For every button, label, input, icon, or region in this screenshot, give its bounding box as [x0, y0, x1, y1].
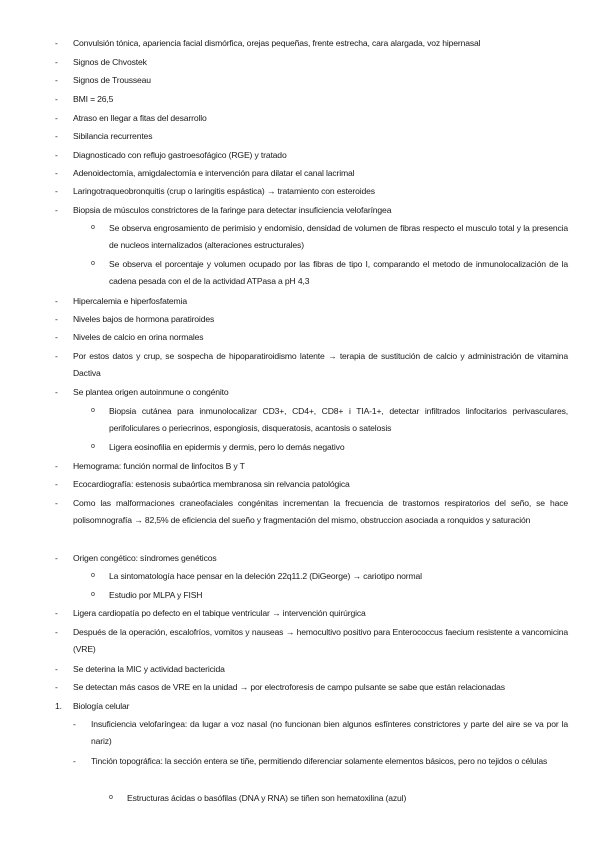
bullet-dash: -	[55, 314, 58, 324]
list-item-text: Se plantea origen autoinmune o congénito	[73, 387, 229, 397]
section-number: 1.	[55, 701, 62, 711]
bullet-dash: -	[55, 351, 58, 361]
bullet-circle: o	[91, 407, 95, 414]
bullet-circle: o	[91, 224, 95, 231]
list-item-text: Niveles de calcio en orina normales	[73, 332, 204, 342]
list-item-text: Biopsia cutánea para inmunolocalizar CD3+, CD4+, CD8+ i TIA-1+, detectar infiltrados linfocitarios perivasculares, perifoliculares o periecrinos, espongiosis, disqueratosis, acantosis o satelosis	[109, 406, 568, 433]
list-item-text: Insuficiencia velofaríngea: da lugar a voz nasal (no funcionan bien algunos esfínteres constrictores y parte del aire se va por la nariz)	[91, 719, 568, 746]
list-item-text: Biopsia de músculos constrictores de la faringe para detectar insuficiencia velofaríngea	[73, 205, 392, 215]
bullet-dash: -	[55, 168, 58, 178]
bullet-dash: -	[55, 608, 58, 618]
list-item-text: Estructuras ácidas o basófilas (DNA y RNA) se tiñen son hematoxilina (azul)	[127, 793, 407, 803]
list-item-text: Se detectan más casos de VRE en la unidad → por electroforesis de campo pulsante se sabe que están relacionadas	[73, 682, 505, 692]
list-item-text: Estudio por MLPA y FISH	[109, 590, 203, 600]
list-item-text: Signos de Chvostek	[73, 57, 147, 67]
bullet-dash: -	[73, 719, 76, 729]
bullet-dash: -	[55, 296, 58, 306]
bullet-dash: -	[55, 461, 58, 471]
bullet-dash: -	[55, 332, 58, 342]
list-item-text: Se observa el porcentaje y volumen ocupado por las fibras de tipo I, comparando el metodo de inmunolocalización de la cadena pesada con el de la actividad ATPasa a pH 4,3	[109, 259, 568, 286]
bullet-dash: -	[55, 113, 58, 123]
bullet-dash: -	[55, 75, 58, 85]
bullet-dash: -	[55, 38, 58, 48]
bullet-dash: -	[55, 627, 58, 637]
bullet-dash: -	[55, 131, 58, 141]
bullet-dash: -	[55, 57, 58, 67]
list-item-text: Hipercalemia e hiperfosfatemia	[73, 296, 187, 306]
list-item-text: Origen congético: síndromes genéticos	[73, 553, 217, 563]
bullet-dash: -	[55, 150, 58, 160]
section-title: Biología celular	[73, 701, 130, 711]
list-item-text: Sibilancia recurrentes	[73, 131, 153, 141]
list-item-text: Niveles bajos de hormona paratiroides	[73, 314, 215, 324]
bullet-circle: o	[91, 443, 95, 450]
bullet-dash: -	[55, 186, 58, 196]
list-item-text: Tinción topográfica: la sección entera se tiñe, permitiendo diferenciar solamente elementos básicos, pero no tejidos o células	[91, 756, 548, 766]
list-item-text: Signos de Trousseau	[73, 75, 151, 85]
bullet-dash: -	[73, 756, 76, 766]
bullet-circle: o	[91, 572, 95, 579]
bullet-circle: o	[91, 591, 95, 598]
list-item-text: Ecocardiografía: estenosis subaórtica membranosa sin relvancia patológica	[73, 479, 350, 489]
list-item-text: Diagnosticado con reflujo gastroesofágico (RGE) y tratado	[73, 150, 287, 160]
list-item-text: Ligera eosinofilia en epidermis y dermis, pero lo demás negativo	[109, 442, 345, 452]
list-item-text: Se observa engrosamiento de perimisio y endomisio, densidad de volumen de fibras respecto el musculo total y la presencia de nucleos internalizados (alteraciones estructurales)	[109, 223, 568, 250]
bullet-dash: -	[55, 553, 58, 563]
bullet-dash: -	[55, 387, 58, 397]
list-item-text: BMI = 26,5	[73, 94, 114, 104]
list-item-text: Hemograma: función normal de linfocitos B y T	[73, 461, 245, 471]
list-item-text: Como las malformaciones craneofaciales congénitas incrementan la frecuencia de trastornos respiratorios del seño, se hace polisomnografía → 82,5% de eficiencia del sueño y fragmentación del mismo, obstruccion asociada a ronquidos y saturación	[73, 498, 568, 525]
bullet-dash: -	[55, 479, 58, 489]
bullet-dash: -	[55, 664, 58, 674]
bullet-dash: -	[55, 205, 58, 215]
list-item-text: Atraso en llegar a fitas del desarrollo	[73, 113, 207, 123]
bullet-circle: o	[109, 794, 113, 801]
list-item-text: La sintomatología hace pensar en la deleción 22q11.2 (DiGeorge) → cariotipo normal	[109, 571, 422, 581]
list-item-text: Se deterina la MIC y actividad bactericida	[73, 664, 225, 674]
list-item-text: Después de la operación, escalofríos, vomitos y nauseas → hemocultivo positivo para Enterococcus faecium resistente a vancomicina (VRE)	[73, 627, 568, 654]
bullet-dash: -	[55, 498, 58, 508]
list-item-text: Por estos datos y crup, se sospecha de hipoparatiroidismo latente → terapia de sustitución de calcio y administración de vitamina Dactiva	[73, 351, 568, 378]
bullet-dash: -	[55, 682, 58, 692]
bullet-dash: -	[55, 94, 58, 104]
list-item-text: Adenoidectomía, amigdalectomía e intervención para dilatar el canal lacrimal	[73, 168, 355, 178]
list-item-text: Convulsión tónica, apariencia facial dismórfica, orejas pequeñas, frente estrecha, cara alargada, voz hipernasal	[73, 38, 481, 48]
bullet-circle: o	[91, 260, 95, 267]
list-item-text: Ligera cardiopatía po defecto en el tabique ventricular → intervención quirúrgica	[73, 608, 366, 618]
list-item-text: Laringotraqueobronquitis (crup o laringitis espástica) → tratamiento con esteroides	[73, 186, 375, 196]
